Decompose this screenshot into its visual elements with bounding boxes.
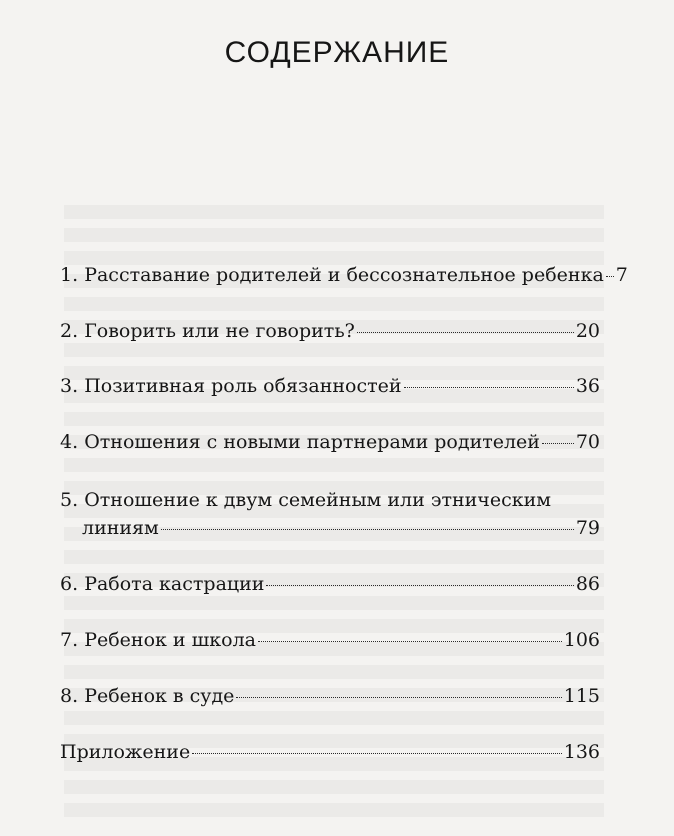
toc-page-number: 115: [563, 685, 600, 707]
dot-leader: [357, 332, 574, 333]
toc-entry-label: 1. Расставание родителей и бессознательное ребенка: [60, 264, 604, 286]
dot-leader: [404, 387, 574, 388]
toc-page-number: 106: [563, 629, 600, 651]
toc-entry-label: 8. Ребенок в суде: [60, 685, 235, 707]
dot-leader: [192, 753, 562, 754]
toc-page-number: 20: [575, 320, 600, 342]
toc-page-number: 70: [575, 431, 600, 453]
toc-entry-4[interactable]: [60, 429, 600, 455]
toc-entry-label: 2. Говорить или не говорить?: [60, 320, 355, 342]
toc-page-number: 36: [575, 375, 600, 397]
toc-entry-2[interactable]: [60, 318, 600, 344]
toc-entry-label: Приложение: [60, 741, 191, 763]
dot-leader: [606, 276, 614, 277]
dot-leader: [266, 585, 573, 586]
toc-page-number: 86: [575, 573, 600, 595]
dot-leader: [161, 529, 574, 530]
toc-entry-1[interactable]: [60, 262, 628, 288]
dot-leader: [258, 641, 562, 642]
toc-entry-appendix[interactable]: [60, 739, 600, 765]
page-title: СОДЕРЖАНИЕ: [224, 36, 450, 69]
toc-entry-label: 3. Позитивная роль обязанностей: [60, 375, 402, 397]
toc-entry-5[interactable]: [60, 487, 600, 541]
toc-page-number: 7: [615, 264, 628, 286]
toc-entry-3[interactable]: [60, 373, 600, 399]
toc-entry-6[interactable]: [60, 571, 600, 597]
dot-leader: [236, 697, 561, 698]
dot-leader: [542, 443, 574, 444]
toc-entry-label: 7. Ребенок и школа: [60, 629, 256, 651]
toc-entry-8[interactable]: [60, 683, 600, 709]
toc-entry-label: 4. Отношения с новыми партнерами родителей: [60, 431, 540, 453]
toc-page-number: 136: [563, 741, 600, 763]
toc-page-number: 79: [575, 517, 600, 539]
toc-entry-label: 6. Работа кастрации: [60, 573, 265, 595]
toc-entry-7[interactable]: [60, 627, 600, 653]
toc-entry-continuation: линиям: [82, 517, 159, 539]
toc-entry-label: 5. Отношение к двум семейным или этническим: [60, 489, 552, 511]
